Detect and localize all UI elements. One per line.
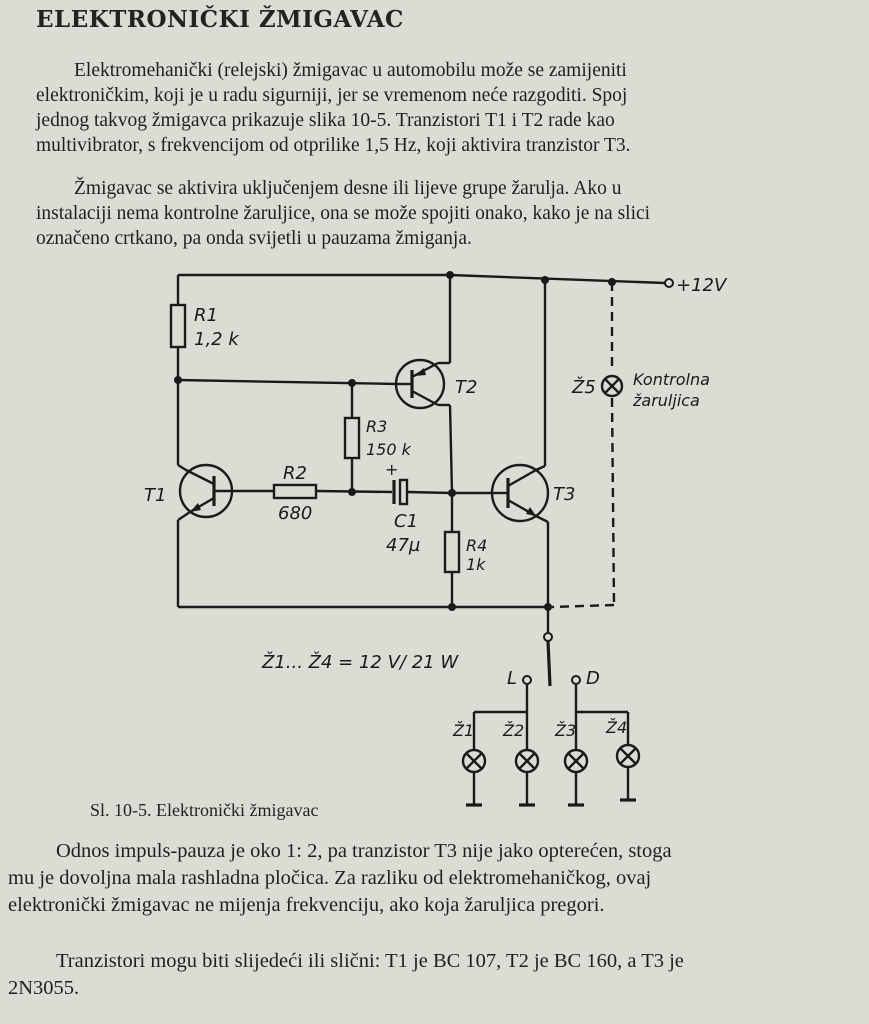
wire: [178, 512, 190, 520]
wire: [536, 466, 545, 470]
supply-terminal: [665, 279, 673, 287]
switch-pivot: [544, 633, 552, 641]
paragraph-ratio: [8, 838, 858, 919]
wire: [178, 465, 186, 470]
paragraph-line: Tranzistori mogu biti slijedeći ili slični: T1 je BC 107, T2 je BC 160, a T3 je: [56, 950, 684, 972]
paragraph-transistors: [8, 948, 858, 1002]
c1-value: 47µ: [386, 535, 421, 556]
wire: [407, 492, 452, 493]
switch-l-label: L: [507, 668, 518, 689]
switch-terminal-l: [523, 676, 531, 684]
figure-caption: Sl. 10-5. Elektronički žmigavac: [90, 800, 319, 820]
capacitor-c1: [400, 480, 407, 504]
wire: [536, 516, 548, 522]
switch-terminal-d: [572, 676, 580, 684]
paragraph-line: elektroničkim, koji je u radu sigurniji, jer se vremenom neće razgoditi. Spoj: [36, 85, 628, 106]
r3-value: 150 k: [366, 440, 411, 459]
z1-label: Ž1: [453, 721, 475, 740]
z2-label: Ž2: [503, 721, 525, 740]
r4-value: 1k: [466, 555, 486, 574]
r1-name: R1: [194, 305, 218, 326]
t3-label: T3: [553, 484, 576, 505]
lamps-note: Ž1... Ž4 = 12 V/ 21 W: [262, 652, 459, 673]
r2-name: R2: [283, 463, 307, 484]
paragraph-line: označeno crtkano, pa onda svijetli u pauzama žmiganja.: [36, 228, 472, 249]
dashed-wire: [612, 398, 614, 605]
t2-arrow: [414, 368, 426, 376]
wire: [316, 491, 392, 492]
t3-collector: [508, 470, 536, 486]
r3-name: R3: [366, 417, 388, 436]
dashed-wire: [552, 605, 614, 607]
z5-label: Ž5: [572, 377, 596, 398]
r1-value: 1,2 k: [194, 329, 239, 350]
t1-collector: [186, 470, 214, 484]
r2-value: 680: [278, 503, 313, 524]
paragraph-line: Žmigavac se aktivira uključenjem desne ili lijeve grupe žarulja. Ako u: [74, 178, 622, 199]
switch-d-label: D: [586, 668, 600, 689]
c1-plus: +: [385, 460, 399, 479]
paragraph-line: elektronički žmigavac ne mijenja frekvenciju, ako koja žaruljica pregori.: [8, 894, 605, 916]
z4-label: Ž4: [606, 718, 628, 737]
wire: [450, 405, 452, 493]
t1-arrow: [190, 503, 201, 512]
t3-arrow: [526, 507, 536, 516]
t1-label: T1: [144, 485, 167, 506]
resistor-r4: [445, 532, 459, 572]
paragraph-line: multivibrator, s frekvencijom od otprilike 1,5 Hz, koji aktivira tranzistor T3.: [36, 135, 631, 156]
z3-label: Ž3: [555, 721, 577, 740]
wire: [178, 380, 397, 384]
page-title: ELEKTRONIČKI ŽMIGAVAC: [36, 6, 404, 33]
t2-collector: [412, 391, 438, 405]
r4-name: R4: [466, 536, 488, 555]
switch-lever: [548, 641, 550, 686]
t2-label: T2: [455, 377, 478, 398]
supply-label: +12V: [676, 275, 727, 296]
paragraph-line: Elektromehanički (relejski) žmigavac u automobilu može se zamijeniti: [74, 60, 627, 81]
paragraph-line: 2N3055.: [8, 977, 80, 999]
paragraph-line: mu je dovoljna mala rashladna pločica. Za razliku od elektromehaničkog, ovaj: [8, 867, 652, 889]
wire-top-right: [450, 275, 665, 283]
z5-desc2: žaruljica: [633, 391, 700, 410]
resistor-r1: [171, 305, 185, 347]
c1-name: C1: [394, 511, 419, 532]
resistor-r3: [345, 418, 359, 458]
paragraph-line: instalaciji nema kontrolne žaruljice, ona se može spojiti onako, kako je na slici: [36, 203, 651, 224]
paragraph-line: Odnos impuls-pauza je oko 1: 2, pa tranzistor T3 nije jako opterećen, stoga: [56, 840, 672, 862]
paragraph-line: jednog takvog žmigavca prikazuje slika 10-5. Tranzistori T1 i T2 rade kao: [36, 110, 615, 131]
z5-desc1: Kontrolna: [633, 370, 710, 389]
resistor-r2: [274, 485, 316, 498]
